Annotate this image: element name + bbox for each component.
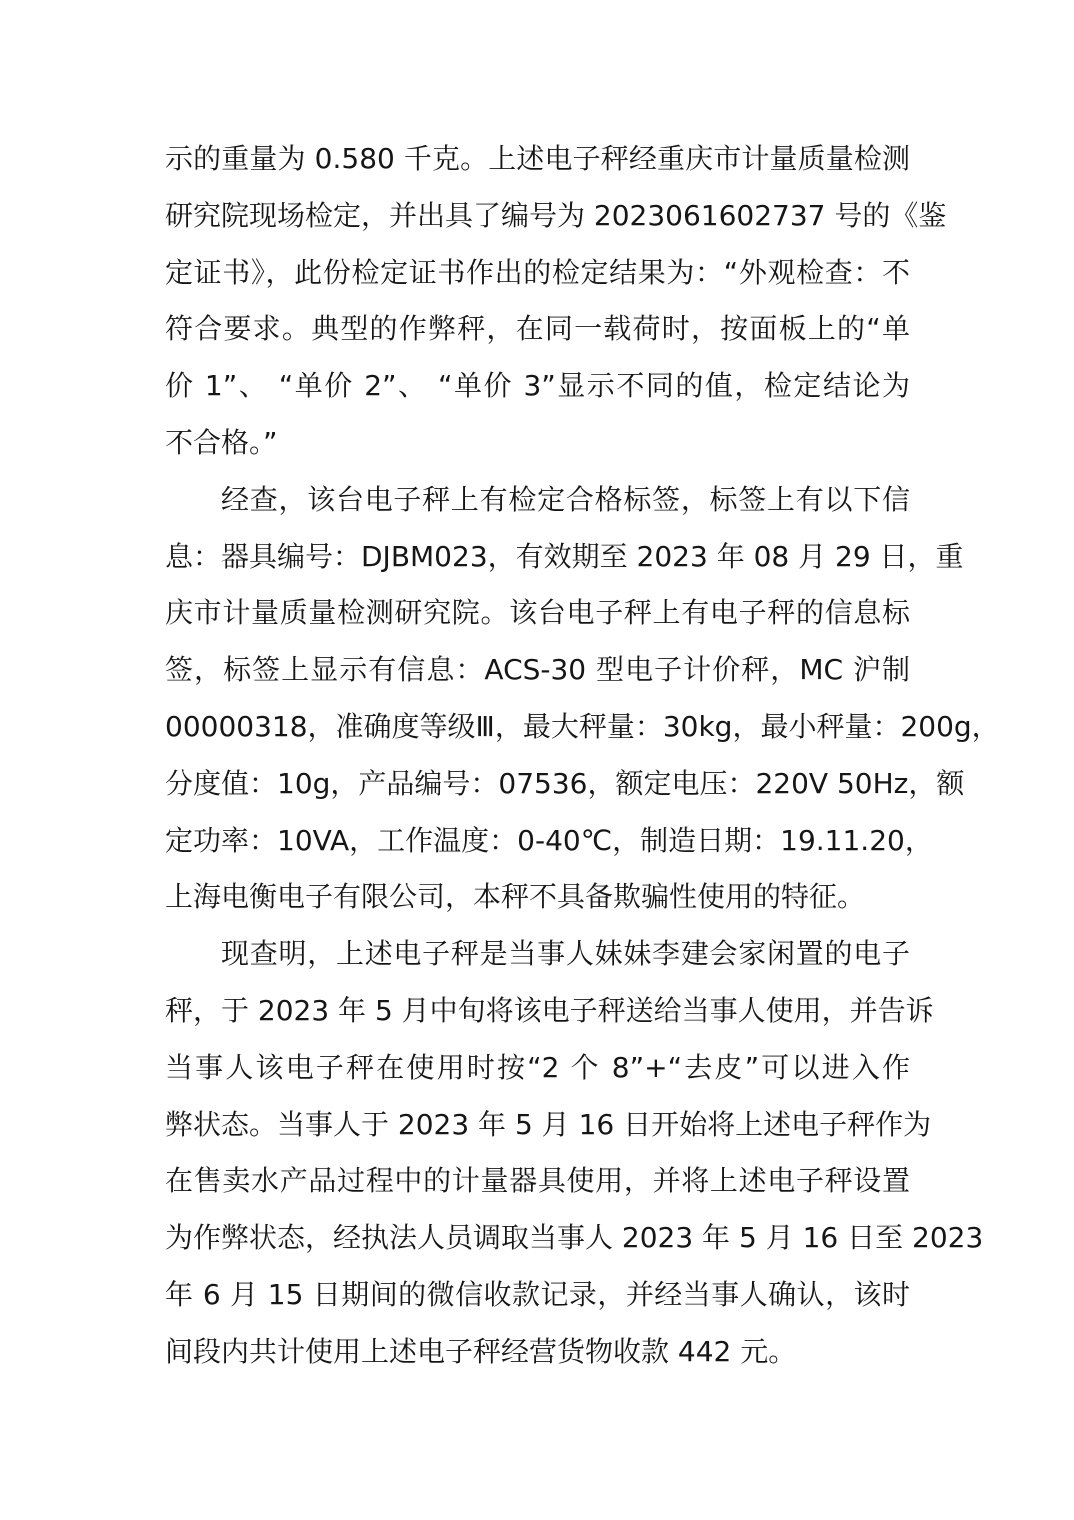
text-line: 示的重量为 0.580 千克。上述电子秤经重庆市计量质量检测 <box>165 142 910 175</box>
text-line: 00000318，准确度等级Ⅲ，最大秤量：30kg，最小秤量：200g， <box>165 709 1000 743</box>
text-line: 经查，该台电子秤上有检定合格标签，标签上有以下信 <box>221 482 910 516</box>
document-body <box>165 131 1000 1381</box>
text-line: 庆市计量质量检测研究院。该台电子秤上有电子秤的信息标 <box>165 596 910 630</box>
text-line: 符合要求。典型的作弊秤，在同一载荷时，按面板上的“单 <box>165 312 910 346</box>
text-line: 研究院现场检定，并出具了编号为 2023061602737 号的《鉴 <box>165 198 947 232</box>
text-line: 定证书》，此份检定证书作出的检定结果为：“外观检查：不 <box>165 255 910 289</box>
text-line: 签，标签上显示有信息：ACS-30 型电子计价秤，MC 沪制 <box>165 653 910 687</box>
text-line: 为作弊状态，经执法人员调取当事人 2023 年 5 月 16 日至 2023 <box>165 1221 984 1255</box>
text-line: 定功率：10VA，工作温度：0-40℃，制造日期：19.11.20， <box>165 823 933 857</box>
text-line: 秤，于 2023 年 5 月中旬将该电子秤送给当事人使用，并告诉 <box>165 993 934 1027</box>
text-line: 间段内共计使用上述电子秤经营货物收款 442 元。 <box>165 1334 797 1368</box>
text-line: 现查明，上述电子秤是当事人妹妹李建会家闲置的电子 <box>221 937 910 971</box>
text-line: 价 1”、 “单价 2”、 “单价 3”显示不同的值，检定结论为 <box>165 369 910 403</box>
text-line: 息：器具编号：DJBM023，有效期至 2023 年 08 月 29 日，重 <box>165 539 964 573</box>
text-line: 弊状态。当事人于 2023 年 5 月 16 日开始将上述电子秤作为 <box>165 1107 932 1141</box>
text-line: 年 6 月 15 日期间的微信收款记录，并经当事人确认，该时 <box>165 1277 910 1311</box>
paragraph-1 <box>165 131 947 472</box>
text-line: 分度值：10g，产品编号：07536，额定电压：220V 50Hz，额 <box>165 766 965 800</box>
text-line: 上海电衡电子有限公司，本秤不具备欺骗性使用的特征。 <box>165 880 866 914</box>
text-line: 在售卖水产品过程中的计量器具使用，并将上述电子秤设置 <box>165 1164 910 1198</box>
text-line: 当事人该电子秤在使用时按“2 个 8”+“去皮”可以进入作 <box>165 1050 910 1084</box>
text-line: 不合格。” <box>165 425 278 459</box>
paragraph-3 <box>165 926 984 1380</box>
paragraph-2 <box>165 472 1000 926</box>
